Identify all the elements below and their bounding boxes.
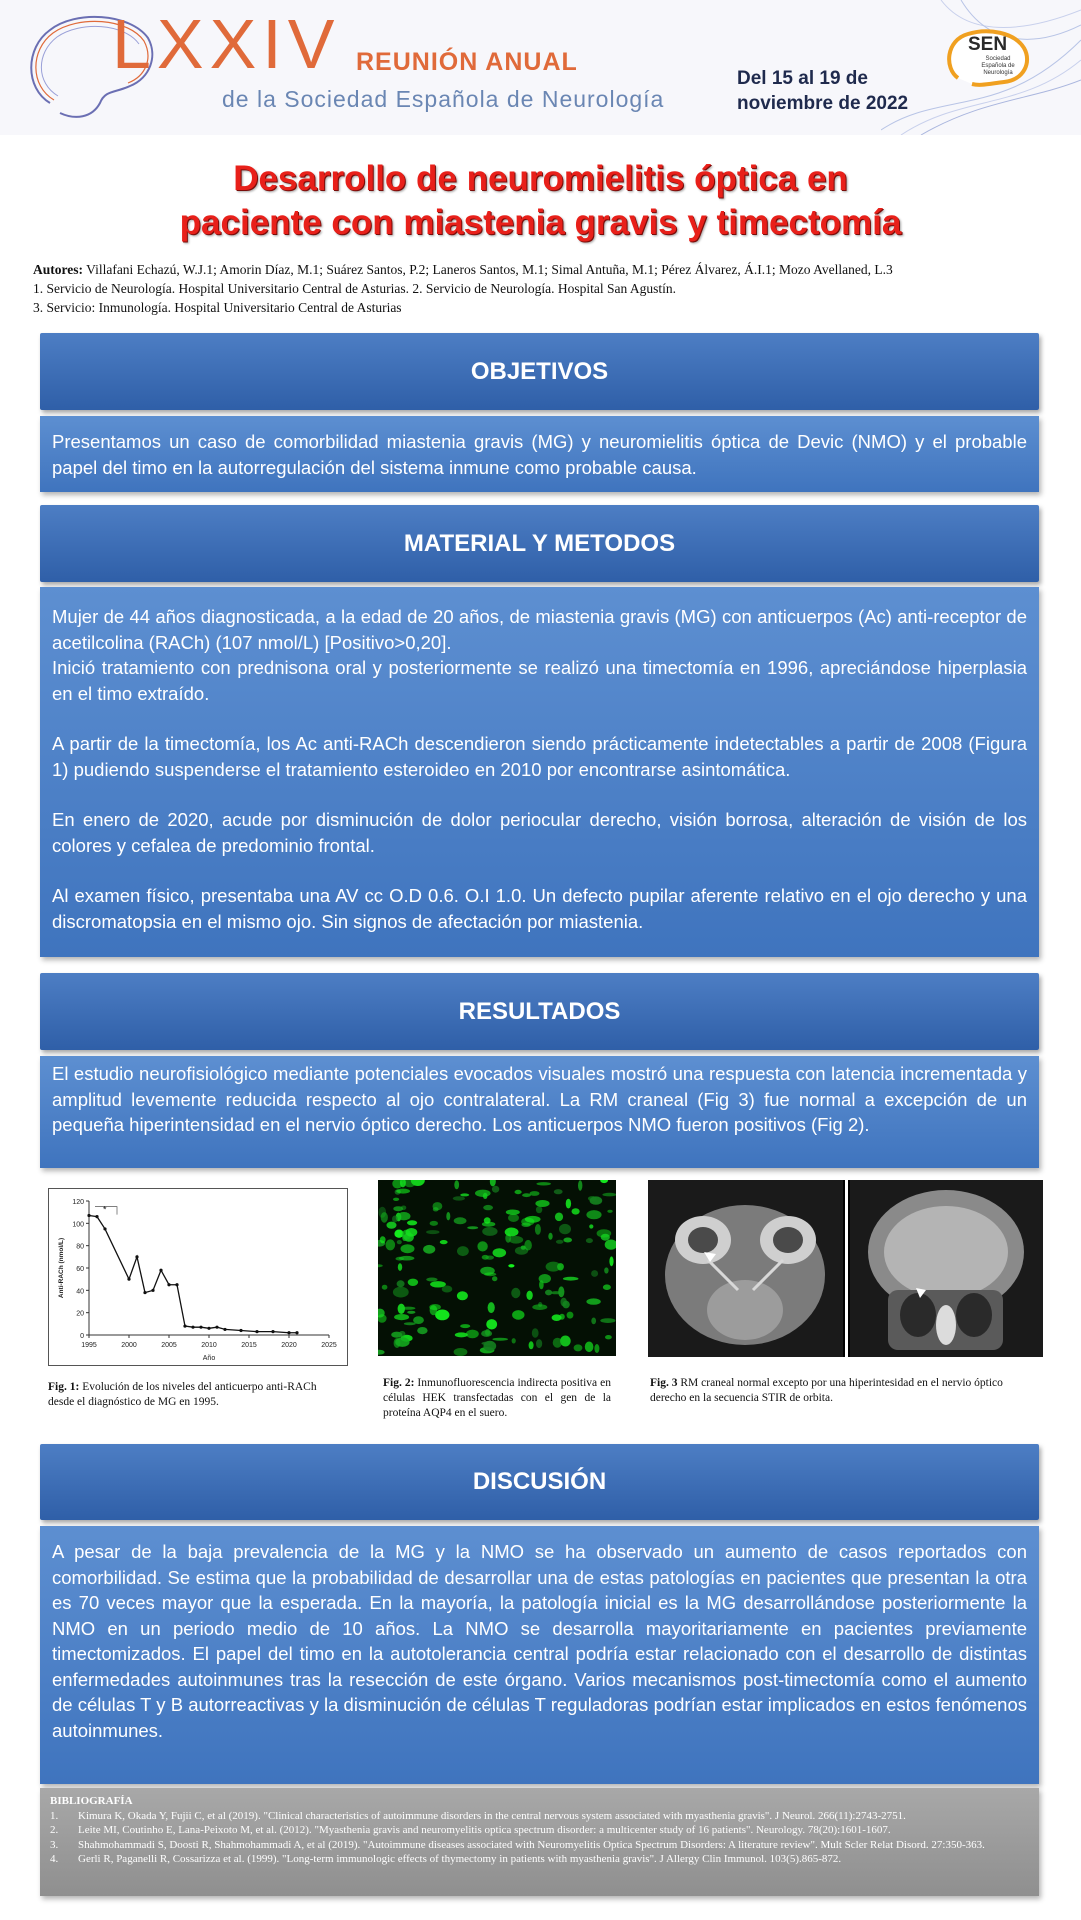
objetivos-heading: OBJETIVOS [40,333,1039,410]
fluorescent-cell [467,1226,478,1229]
fluorescent-cell [482,1227,497,1236]
fluorescent-cell [426,1278,437,1282]
fluorescent-cell [483,1205,493,1210]
metodos-paragraph-1: Mujer de 44 años diagnosticada, a la edad de 20 años, de miastenia gravis (MG) con anticuerpos (Ac) anti-receptor de acetilcolina (RACh) (107 nmol/L) [Positivo>0,20]. [52,606,1027,653]
fluorescent-cell [430,1221,438,1226]
fluorescent-cell [407,1311,415,1314]
fluorescent-cell [435,1310,449,1321]
y-tick-label: 80 [76,1243,84,1251]
fluorescent-cell [586,1298,600,1304]
fluorescent-cell [380,1236,386,1243]
fluorescent-cell [393,1198,399,1201]
fluorescent-cell [490,1180,496,1186]
fluorescent-cell [453,1196,465,1200]
x-tick-label: 1995 [81,1342,97,1349]
fluorescent-cell [460,1193,469,1196]
y-axis-label: Anti-RACh (nmol/L) [58,1237,65,1299]
data-point [191,1326,194,1329]
fluorescent-cell [530,1191,540,1196]
fluorescent-cell [548,1233,552,1240]
discusion-text: A pesar de la baja prevalencia de la MG y la NMO se ha observado un aumento de casos reportados con comorbilidad. Se estima que la probabilidad de desarrollar una de estas patologías en pacientes que presentan la otra es 70 veces mayor que la esperada. En la mayoría, la patología inicial es la MG desarrollándose posteriormente la NMO en un periodo medio de 10 años. La NMO se desarrolla mayoritariamente en pacientes previamente timectomizados. El papel del timo en la autotolerancia central podría estar relacionado con el desarrollo de distintas enfermedades autoinmunes tras la resección de este órgano. Varios mecanismos post-timectomía como el aumento de células T y B autorreactivas y la disminución de células T reguladoras podrían estar implicados en estos fenómenos autoinmunes. [52,1541,1027,1741]
fluorescent-cell [535,1200,549,1207]
fluorescent-cell [586,1238,593,1243]
figure-3-caption-text: RM craneal normal excepto por una hiperintesidad en el nervio óptico derecho en la secuencia STIR de orbita. [650,1377,1003,1404]
reference-text: Kimura K, Okada Y, Fujii C, et al (2019). "Clinical characteristics of autoimmune disorders in the central nervous system associated with myasthenia gravis". J Neurol. 266(11):2743-2751. [78,1809,906,1822]
fluorescent-cell [509,1236,523,1244]
x-tick-label: 2020 [281,1342,297,1349]
fluorescent-cell [455,1332,468,1337]
data-point [183,1324,186,1327]
fluorescent-cell [397,1240,402,1244]
metodos-body [40,587,1039,957]
fluorescent-cell [430,1281,446,1287]
data-point [271,1330,274,1333]
fluorescent-cell [566,1199,571,1209]
data-point [215,1326,218,1329]
data-point [151,1289,154,1292]
edition-number: LXXIV [112,5,341,83]
fluorescent-cell [536,1339,542,1348]
fluorescent-cell [600,1180,608,1183]
fluorescent-cell [529,1341,534,1349]
fluorescent-cell [555,1213,563,1222]
authors-block [33,260,1053,317]
fluorescent-cell [395,1337,409,1347]
fluorescent-cell [417,1327,427,1334]
metodos-paragraph-5: Al examen físico, presentaba una AV cc O.D 0.6. O.I 1.0. Un defecto pupilar aferente relativo en el ojo derecho y una discromatopsia en el mismo ojo. Sin signos de afectación por miastenia. [52,885,1027,932]
fluorescent-cell [426,1230,439,1234]
reference-number: 2. [50,1824,59,1836]
fluorescent-cell [423,1245,435,1254]
fluorescent-cell [539,1274,551,1283]
fluorescent-cell [396,1189,410,1194]
reference-number: 4. [50,1853,59,1865]
fluorescent-cell [535,1224,541,1235]
reference-item [50,1852,1029,1867]
data-point [159,1269,162,1272]
fluorescent-cell [553,1338,562,1348]
x-tick-label: 2025 [321,1342,337,1349]
title-line-2: paciente con miastenia gravis y timectomía [179,203,902,242]
fluorescent-cell [545,1290,552,1296]
data-point [135,1255,138,1258]
fluorescent-cell [492,1276,497,1281]
fluorescent-cell [590,1196,603,1204]
figure-1-caption-text: Evolución de los niveles del anticuerpo anti-RACh desde el diagnóstico de MG en 1995. [48,1381,317,1408]
figure-1-chart [48,1188,348,1366]
fluorescent-cell [524,1240,532,1251]
fluorescent-cell [532,1304,547,1310]
series-line [89,1216,297,1333]
resultados-text: El estudio neurofisiológico mediante potenciales evocados visuales mostró una respuesta con latencia incrementada y amplitud levemente reducida respecto al ojo contralateral. La RM craneal (Fig 3) fue normal a excepción de un pequeña hiperintensidad en el nervio óptico derecho. Los anticuerpos NMO fueron positivos (Fig 2). [52,1063,1027,1135]
fluorescent-cell [399,1331,406,1337]
fluorescent-cell [457,1246,469,1256]
figure-2-label: Fig. 2: [383,1377,415,1389]
metodos-paragraph-2: Inició tratamiento con prednisona oral y posteriormente se realizó una timectomía en 1996, apreciándose hiperplasia en el timo extraído. [52,657,1027,704]
fluorescent-cell [484,1272,496,1276]
fluorescent-cell [559,1314,565,1320]
bibliography-box [40,1788,1039,1896]
y-tick-label: 100 [72,1221,84,1229]
fluorescent-cell [492,1186,499,1193]
figure-3-mri [648,1180,1043,1357]
fluorescent-cell [382,1285,388,1290]
y-tick-label: 20 [76,1310,84,1318]
x-axis-label: Año [202,1355,216,1362]
fluorescent-cell [508,1264,514,1267]
discusion-heading: DISCUSIÓN [40,1444,1039,1520]
figure-2-immunofluorescence [378,1180,616,1356]
fluorescent-cell [484,1217,491,1223]
fluorescent-cell [386,1239,396,1250]
fluorescent-cell [556,1240,564,1244]
fluorescent-cell [485,1329,490,1336]
fluorescent-cell [381,1212,388,1223]
fluorescent-cell [460,1324,470,1328]
affiliation-line-2: 3. Servicio: Inmunología. Hospital Universitario Central de Asturias [33,300,402,315]
data-point [175,1283,178,1286]
fluorescent-cell [578,1180,582,1190]
reference-item [50,1823,1029,1838]
fluorescent-cell [589,1224,593,1228]
fluorescent-cell [378,1314,387,1323]
sen-logo-subtitle: Sociedad Española de Neurología [981,56,1015,76]
y-tick-label: 0 [80,1333,84,1340]
bibliography-heading: BIBLIOGRAFÍA [50,1795,133,1807]
data-point [239,1329,242,1332]
title-line-1: Desarrollo de neuromielitis óptica en [233,159,848,198]
y-tick-label: 40 [76,1288,84,1296]
fluorescent-cell [574,1344,583,1351]
reference-item [50,1809,1029,1824]
fluorescent-cell [525,1216,541,1223]
data-point [255,1330,258,1333]
data-point [223,1328,226,1331]
fluorescent-cell [407,1220,417,1225]
fluorescent-cell [563,1277,579,1281]
objetivos-text: Presentamos un caso de comorbilidad miastenia gravis (MG) y neuromielitis óptica de Devic (NMO) y el probable papel del timo en la autorregulación del sistema inmune como probable causa. [52,431,1027,478]
objetivos-body [40,416,1039,492]
fluorescent-cell [515,1190,522,1194]
reference-text: Shahmohammadi S, Doosti R, Shahmohammadi A, et al (2019). "Autoimmune diseases associated with Neuromyelitis Optica Spectrum Disorders: A literature review". Mult Scler Relat Disord. 27:350-363. [78,1838,985,1851]
figure-2-caption [383,1376,611,1421]
fluorescent-cell [454,1180,459,1189]
fluorescent-cell [603,1284,611,1290]
figure-3-label: Fig. 3 [650,1377,678,1389]
fluorescent-cell [413,1316,424,1324]
fluorescent-cell [597,1229,612,1237]
authors-label: Autores: [33,262,83,277]
fluorescent-cell [505,1228,519,1237]
fluorescent-cell [488,1302,495,1313]
fluorescent-cell [591,1270,598,1277]
figure-1-caption [48,1380,338,1410]
poster-title [0,157,1081,245]
fluorescent-cell [492,1338,508,1341]
fluorescent-cell [512,1338,516,1343]
fluorescent-cell [605,1240,616,1250]
fluorescent-cell [397,1212,410,1220]
reference-item [50,1838,1029,1853]
fluorescent-cell [433,1202,443,1210]
meeting-label: REUNIÓN ANUAL [356,48,578,76]
fluorescent-cell [546,1262,561,1272]
reference-number: 3. [50,1838,59,1851]
data-point [167,1283,170,1286]
fluorescent-cell [567,1312,574,1319]
antibody-line-chart [49,1189,347,1365]
fluorescent-cell [392,1216,398,1223]
fluorescent-cell [429,1304,441,1310]
fluorescent-cell [558,1286,564,1297]
fluorescent-cell [486,1319,497,1329]
fluorescent-cell [466,1330,479,1339]
fluorescent-cell [586,1210,601,1219]
fluorescent-cell [378,1350,385,1355]
fluorescent-cell [532,1328,539,1338]
fluorescent-cell [522,1193,531,1197]
fluorescent-cell [454,1217,467,1224]
fluorescent-cell [561,1298,567,1307]
data-point [87,1214,90,1217]
fluorescent-cell [585,1342,594,1353]
fluorescent-cell [387,1222,397,1229]
fluorescent-cell [406,1228,418,1237]
fluorescent-cell [396,1257,405,1261]
data-point [143,1291,146,1294]
fluorescent-cell [397,1280,405,1287]
fluorescent-cell [394,1314,409,1320]
green-cells-image [378,1180,616,1356]
fluorescent-cell [485,1256,494,1260]
fluorescent-cell [609,1256,613,1266]
annotation-asterisk: * [103,1204,107,1215]
figure-1-label: Fig. 1: [48,1381,80,1393]
fluorescent-cell [398,1304,405,1314]
fluorescent-cell [511,1288,520,1298]
fluorescent-cell [526,1291,532,1300]
fluorescent-cell [563,1238,572,1243]
fluorescent-cell [536,1206,542,1213]
fluorescent-cell [506,1210,520,1215]
resultados-heading: RESULTADOS [40,973,1039,1050]
metodos-heading: MATERIAL Y METODOS [40,505,1039,582]
data-point [199,1326,202,1329]
fluorescent-cell [591,1318,596,1325]
sen-logo-text: SEN [968,34,1008,55]
data-point [295,1331,298,1334]
fluorescent-cell [393,1287,409,1298]
data-point [95,1215,98,1218]
fluorescent-cell [481,1342,493,1346]
fluorescent-cell [554,1189,563,1194]
data-point [287,1331,290,1334]
fluorescent-cell [602,1193,616,1197]
figure-2-caption-text: Inmunofluorescencia indirecta positiva en células HEK transfectadas con el gen de la proteína AQP4 en el suero. [383,1377,611,1419]
fluorescent-cell [559,1224,571,1234]
society-name: de la Sociedad Española de Neurología [222,86,665,112]
authors-names: Villafani Echazú, W.J.1; Amorin Díaz, M.1; Suárez Santos, P.2; Laneros Santos, M.1; Simal Antuña, M.1; Pérez Álvarez, Á.I.1; Mozo Avellaned, L.3 [86,262,893,277]
data-point [207,1327,210,1330]
metodos-paragraph-3: A partir de la timectomía, los Ac anti-RACh descendieron siendo prácticamente indetectables a partir de 2008 (Figura 1) pudiendo suspenderse el tratamiento esteroideo en 2010 por encontrarse asintomática. [52,733,1027,780]
congress-header [0,0,1081,135]
fluorescent-cell [508,1214,519,1222]
figure-3-caption [650,1376,1010,1406]
fluorescent-cell [457,1291,468,1300]
data-point [127,1278,130,1281]
fluorescent-cell [401,1244,415,1253]
x-tick-label: 2005 [161,1342,177,1349]
y-tick-label: 120 [72,1199,84,1206]
authors-line [33,260,1053,279]
fluorescent-cell [512,1310,524,1320]
metodos-paragraph-4: En enero de 2020, acude por disminución de dolor periocular derecho, visión borrosa, alteración de visión de los colores y cefalea de predominio frontal. [52,809,1027,856]
fluorescent-cell [408,1279,418,1286]
x-tick-label: 2010 [201,1342,217,1349]
fluorescent-cell [594,1344,599,1353]
mri-images [648,1180,1043,1357]
fluorescent-cell [446,1212,450,1220]
fluorescent-cell [475,1190,491,1197]
fluorescent-cell [607,1210,612,1213]
fluorescent-cell [404,1322,416,1325]
reference-text: Gerli R, Paganelli R, Cossarizza et al. (1999). "Long-term immunologic effects of thymectomy in patients with myasthenia gravis". J Allergy Clin Immunol. 103(5).865-872. [78,1853,842,1865]
reference-number: 1. [50,1809,59,1822]
discusion-body [40,1526,1039,1784]
fluorescent-cell [600,1318,615,1323]
data-point [103,1227,106,1230]
x-tick-label: 2000 [121,1342,137,1349]
reference-text: Leite MI, Coutinho E, Lana-Peixoto M, et al. (2012). "Myasthenia gravis and neuromyelitis optica spectrum disorder: a multicenter study of 16 patients". Neurology. 78(20):1601-1607. [78,1824,891,1836]
dates-line-2: noviembre de 2022 [737,93,909,114]
fluorescent-cell [572,1208,580,1214]
resultados-body [40,1056,1039,1168]
fluorescent-cell [398,1263,402,1271]
fluorescent-cell [440,1240,448,1244]
affiliation-line-1: 1. Servicio de Neurología. Hospital Universitario Central de Asturias. 2. Servicio de Neurología. Hospital San Agustín. [33,281,677,296]
y-tick-label: 60 [76,1266,84,1273]
fluorescent-cell [401,1206,406,1211]
fluorescent-cell [454,1348,468,1356]
fluorescent-cell [378,1264,383,1267]
fluorescent-cell [493,1248,507,1257]
dates-line-1: Del 15 al 19 de [737,68,868,89]
fluorescent-cell [536,1182,551,1185]
x-tick-label: 2015 [241,1342,257,1349]
fluorescent-cell [604,1267,608,1273]
fluorescent-cell [605,1335,612,1339]
fluorescent-cell [477,1241,487,1251]
